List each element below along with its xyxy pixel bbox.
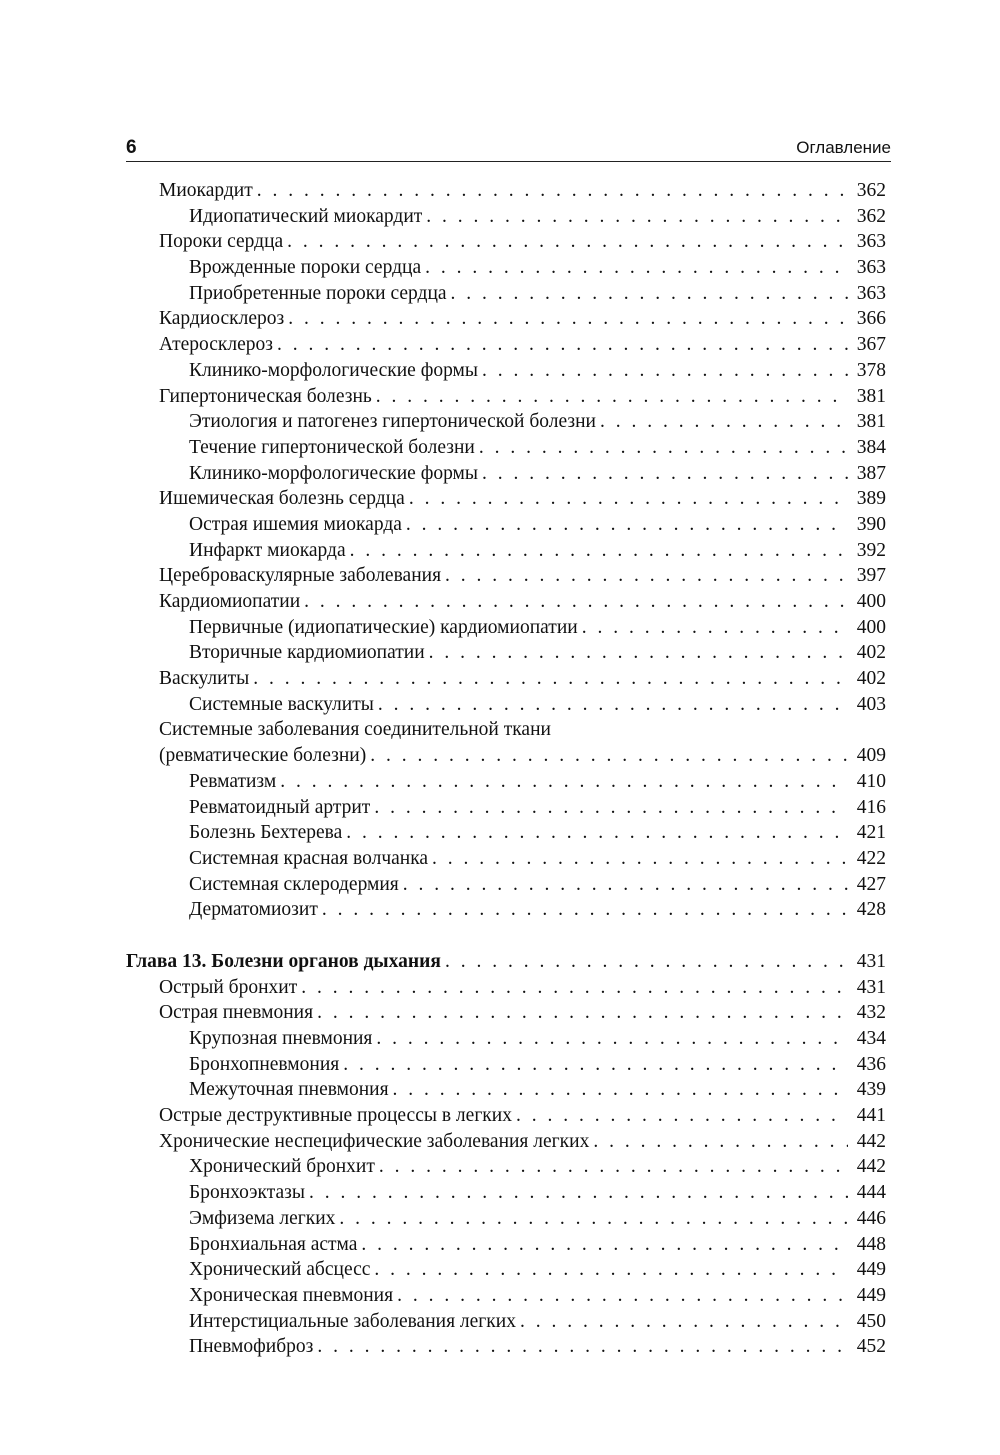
toc-entry bbox=[126, 822, 886, 848]
toc-entry bbox=[126, 899, 886, 925]
toc-entry-page: 363 bbox=[856, 257, 886, 279]
toc-leader-dots bbox=[343, 1054, 848, 1076]
toc-entry-page: 362 bbox=[856, 205, 886, 227]
toc-entry-title: Интерстициальные заболевания легких bbox=[189, 1310, 516, 1332]
toc-entry-title: Приобретенные пороки сердца bbox=[189, 282, 447, 304]
toc-entry-title: Эмфизема легких bbox=[189, 1207, 336, 1229]
toc-entry-title: Бронхопневмония bbox=[189, 1053, 340, 1075]
toc-entry-page: 403 bbox=[856, 693, 886, 715]
toc-entry-title: Ревматизм bbox=[189, 770, 277, 792]
toc-entry-title: Атеросклероз bbox=[159, 334, 273, 356]
toc-entry-page: 402 bbox=[856, 668, 886, 690]
toc-entry-title: Врожденные пороки сердца bbox=[189, 257, 422, 279]
toc-entry bbox=[126, 668, 886, 694]
toc-entry bbox=[126, 1131, 886, 1157]
toc-entry bbox=[126, 848, 886, 874]
toc-leader-dots bbox=[479, 437, 848, 459]
toc-leader-dots bbox=[287, 231, 848, 253]
toc-entry-page: 400 bbox=[856, 616, 886, 638]
toc-entry-title: Бронхоэктазы bbox=[189, 1182, 305, 1204]
toc-entry-title: Дерматомиозит bbox=[189, 899, 318, 921]
toc-entry-page: 431 bbox=[856, 976, 886, 998]
toc-entry-page: 449 bbox=[856, 1259, 886, 1281]
toc-entry bbox=[126, 334, 886, 360]
toc-entry bbox=[126, 719, 886, 745]
table-of-contents bbox=[126, 180, 886, 1362]
toc-entry bbox=[126, 565, 886, 591]
toc-leader-dots bbox=[582, 617, 848, 639]
toc-entry-title: Бронхиальная астма bbox=[189, 1233, 358, 1255]
running-header bbox=[126, 135, 891, 162]
toc-leader-dots bbox=[397, 1285, 848, 1307]
toc-leader-dots bbox=[445, 951, 848, 973]
toc-entry-page: 384 bbox=[856, 436, 886, 458]
toc-leader-dots bbox=[432, 848, 848, 870]
toc-entry-title: Инфаркт миокарда bbox=[189, 539, 346, 561]
toc-entry-title: (ревматические болезни) bbox=[159, 745, 367, 767]
toc-entry-title: Острая пневмония bbox=[159, 1002, 314, 1024]
toc-entry-page: 389 bbox=[856, 488, 886, 510]
toc-leader-dots bbox=[376, 1028, 848, 1050]
toc-entry bbox=[126, 874, 886, 900]
toc-entry-page: 378 bbox=[856, 359, 886, 381]
toc-leader-dots bbox=[309, 1182, 848, 1204]
toc-entry-page: 409 bbox=[856, 745, 886, 767]
toc-entry-title: Цереброваскулярные заболевания bbox=[159, 565, 442, 587]
toc-entry-page: 400 bbox=[856, 591, 886, 612]
toc-entry-title: Ревматоидный артрит bbox=[189, 796, 371, 818]
toc-entry-page: 441 bbox=[856, 1105, 886, 1127]
toc-entry-page: 450 bbox=[856, 1310, 886, 1332]
toc-entry bbox=[126, 797, 886, 823]
toc-entry bbox=[126, 1208, 886, 1234]
toc-entry bbox=[126, 488, 886, 514]
toc-leader-dots bbox=[322, 899, 848, 921]
toc-leader-dots bbox=[403, 874, 848, 896]
toc-entry bbox=[126, 1182, 886, 1208]
toc-entry-title: Хронический бронхит bbox=[189, 1156, 375, 1178]
toc-entry-title: Течение гипертонической болезни bbox=[189, 436, 475, 458]
toc-entry-page: 452 bbox=[856, 1336, 886, 1358]
toc-entry bbox=[126, 1234, 886, 1260]
toc-entry-title: Системная красная волчанка bbox=[189, 847, 429, 869]
toc-entry bbox=[126, 1079, 886, 1105]
toc-entry-page: 442 bbox=[856, 1156, 886, 1178]
toc-section-respiratory bbox=[126, 951, 886, 1362]
toc-leader-dots bbox=[600, 411, 848, 433]
toc-entry-page: 427 bbox=[856, 873, 886, 895]
toc-entry-title: Острая ишемия миокарда bbox=[189, 513, 402, 535]
toc-entry bbox=[126, 1156, 886, 1182]
toc-entry bbox=[126, 694, 886, 720]
toc-entry bbox=[126, 257, 886, 283]
toc-entry-title: Крупозная пневмония bbox=[189, 1028, 373, 1049]
toc-leader-dots bbox=[376, 386, 848, 408]
toc-leader-dots bbox=[374, 797, 848, 819]
toc-entry-page: 442 bbox=[856, 1130, 886, 1152]
toc-leader-dots bbox=[409, 488, 848, 510]
toc-entry bbox=[126, 540, 886, 566]
toc-entry-title: Хронический абсцесс bbox=[189, 1259, 371, 1281]
toc-entry bbox=[126, 1311, 886, 1337]
toc-entry-title: Ишемическая болезнь сердца bbox=[159, 488, 405, 510]
toc-entry-title: Клинико-морфологические формы bbox=[189, 462, 478, 484]
toc-entry bbox=[126, 231, 886, 257]
toc-entry-title: Кардиосклероз bbox=[159, 308, 285, 330]
toc-entry bbox=[126, 1105, 886, 1131]
toc-entry-page: 444 bbox=[856, 1182, 886, 1204]
toc-entry-page: 436 bbox=[856, 1053, 886, 1075]
toc-entry-page: 392 bbox=[856, 539, 886, 561]
toc-leader-dots bbox=[257, 180, 848, 202]
toc-entry-title: Кардиомиопатии bbox=[159, 591, 301, 612]
toc-entry bbox=[126, 591, 886, 617]
toc-entry bbox=[126, 642, 886, 668]
toc-entry-title: Острый бронхит bbox=[159, 976, 298, 998]
toc-entry-page: 363 bbox=[856, 231, 886, 253]
toc-leader-dots bbox=[370, 745, 848, 767]
toc-leader-dots bbox=[482, 360, 848, 382]
toc-leader-dots bbox=[339, 1208, 848, 1230]
toc-entry-page: 432 bbox=[856, 1002, 886, 1024]
toc-entry-title: Системные васкулиты bbox=[189, 693, 374, 715]
toc-leader-dots bbox=[482, 463, 848, 485]
toc-leader-dots bbox=[317, 1336, 848, 1358]
toc-entry-title: Идиопатический миокардит bbox=[189, 205, 423, 227]
toc-leader-dots bbox=[378, 694, 848, 716]
toc-entry bbox=[126, 1054, 886, 1080]
toc-leader-dots bbox=[317, 1002, 848, 1024]
toc-leader-dots bbox=[520, 1311, 848, 1333]
toc-entry-title: Системная склеродермия bbox=[189, 873, 399, 895]
toc-entry-title: Пороки сердца bbox=[159, 231, 284, 253]
toc-entry bbox=[126, 1285, 886, 1311]
toc-leader-dots bbox=[301, 977, 848, 999]
toc-entry bbox=[126, 1259, 886, 1285]
toc-leader-dots bbox=[304, 591, 848, 613]
toc-leader-dots bbox=[393, 1079, 848, 1101]
toc-leader-dots bbox=[593, 1131, 848, 1153]
running-title: Оглавление bbox=[796, 138, 891, 157]
section-gap bbox=[126, 925, 886, 951]
toc-entry bbox=[126, 463, 886, 489]
toc-leader-dots bbox=[288, 308, 848, 330]
toc-entry-title: Глава 13. Болезни органов дыхания bbox=[126, 950, 441, 972]
toc-entry-page: 428 bbox=[856, 899, 886, 921]
toc-entry bbox=[126, 771, 886, 797]
toc-entry bbox=[126, 360, 886, 386]
toc-leader-dots bbox=[350, 540, 848, 562]
toc-entry-page: 362 bbox=[856, 180, 886, 201]
toc-leader-dots bbox=[451, 283, 848, 305]
toc-entry bbox=[126, 1028, 886, 1054]
toc-entry-title: Болезнь Бехтерева bbox=[189, 822, 343, 844]
toc-entry-page: 387 bbox=[856, 462, 886, 484]
toc-leader-dots bbox=[429, 642, 848, 664]
toc-entry-title: Хронические неспецифические заболевания легких bbox=[159, 1130, 590, 1152]
toc-entry-page: 402 bbox=[856, 642, 886, 664]
toc-entry-title: Хроническая пневмония bbox=[189, 1284, 394, 1306]
toc-entry-page: 439 bbox=[856, 1079, 886, 1101]
toc-entry bbox=[126, 206, 886, 232]
toc-entry-title: Пневмофиброз bbox=[189, 1336, 314, 1358]
toc-leader-dots bbox=[374, 1259, 848, 1281]
toc-leader-dots bbox=[277, 334, 848, 356]
page-number: 6 bbox=[126, 137, 137, 158]
toc-entry bbox=[126, 411, 886, 437]
toc-entry-title: Миокардит bbox=[159, 180, 253, 201]
toc-entry-page: 446 bbox=[856, 1207, 886, 1229]
toc-entry-title: Системные заболевания соединительной ткани bbox=[159, 719, 551, 741]
toc-entry-page: 449 bbox=[856, 1284, 886, 1306]
toc-entry-page: 381 bbox=[856, 385, 886, 407]
toc-entry bbox=[126, 1002, 886, 1028]
toc-leader-dots bbox=[361, 1234, 848, 1256]
toc-chapter-entry bbox=[126, 951, 886, 977]
toc-leader-dots bbox=[253, 668, 848, 690]
toc-entry bbox=[126, 1336, 886, 1362]
toc-entry-title: Васкулиты bbox=[159, 668, 250, 690]
toc-entry-page: 431 bbox=[856, 950, 886, 972]
toc-leader-dots bbox=[445, 565, 848, 587]
toc-entry-page: 410 bbox=[856, 770, 886, 792]
toc-leader-dots bbox=[425, 257, 848, 279]
toc-entry bbox=[126, 745, 886, 771]
toc-section-cardiovascular bbox=[126, 180, 886, 925]
toc-leader-dots bbox=[346, 822, 848, 844]
toc-entry-title: Гипертоническая болезнь bbox=[159, 385, 372, 407]
toc-leader-dots bbox=[280, 771, 848, 793]
toc-entry-page: 434 bbox=[856, 1028, 886, 1049]
toc-entry-page: 363 bbox=[856, 282, 886, 304]
toc-entry bbox=[126, 514, 886, 540]
toc-entry-page: 367 bbox=[856, 334, 886, 356]
toc-entry-title: Вторичные кардиомиопатии bbox=[189, 642, 425, 664]
toc-entry bbox=[126, 437, 886, 463]
toc-entry bbox=[126, 180, 886, 206]
toc-entry bbox=[126, 283, 886, 309]
toc-entry-title: Первичные (идиопатические) кардиомиопатии bbox=[189, 616, 578, 638]
toc-leader-dots bbox=[406, 514, 848, 536]
toc-entry-page: 397 bbox=[856, 565, 886, 587]
toc-entry bbox=[126, 617, 886, 643]
toc-entry-page: 366 bbox=[856, 308, 886, 330]
toc-entry-title: Острые деструктивные процессы в легких bbox=[159, 1105, 512, 1127]
toc-entry-page: 448 bbox=[856, 1233, 886, 1255]
toc-entry-page: 422 bbox=[856, 847, 886, 869]
toc-leader-dots bbox=[426, 206, 848, 228]
toc-leader-dots bbox=[379, 1156, 848, 1178]
toc-entry-title: Клинико-морфологические формы bbox=[189, 359, 478, 381]
toc-entry-title: Этиология и патогенез гипертонической болезни bbox=[189, 411, 596, 433]
toc-entry-page: 390 bbox=[856, 513, 886, 535]
toc-entry-page: 381 bbox=[856, 411, 886, 433]
toc-entry bbox=[126, 386, 886, 412]
toc-leader-dots bbox=[516, 1105, 848, 1127]
toc-entry bbox=[126, 308, 886, 334]
toc-entry-page: 416 bbox=[856, 796, 886, 818]
toc-entry-title: Межуточная пневмония bbox=[189, 1079, 389, 1101]
toc-entry bbox=[126, 977, 886, 1003]
toc-entry-page: 421 bbox=[856, 822, 886, 844]
